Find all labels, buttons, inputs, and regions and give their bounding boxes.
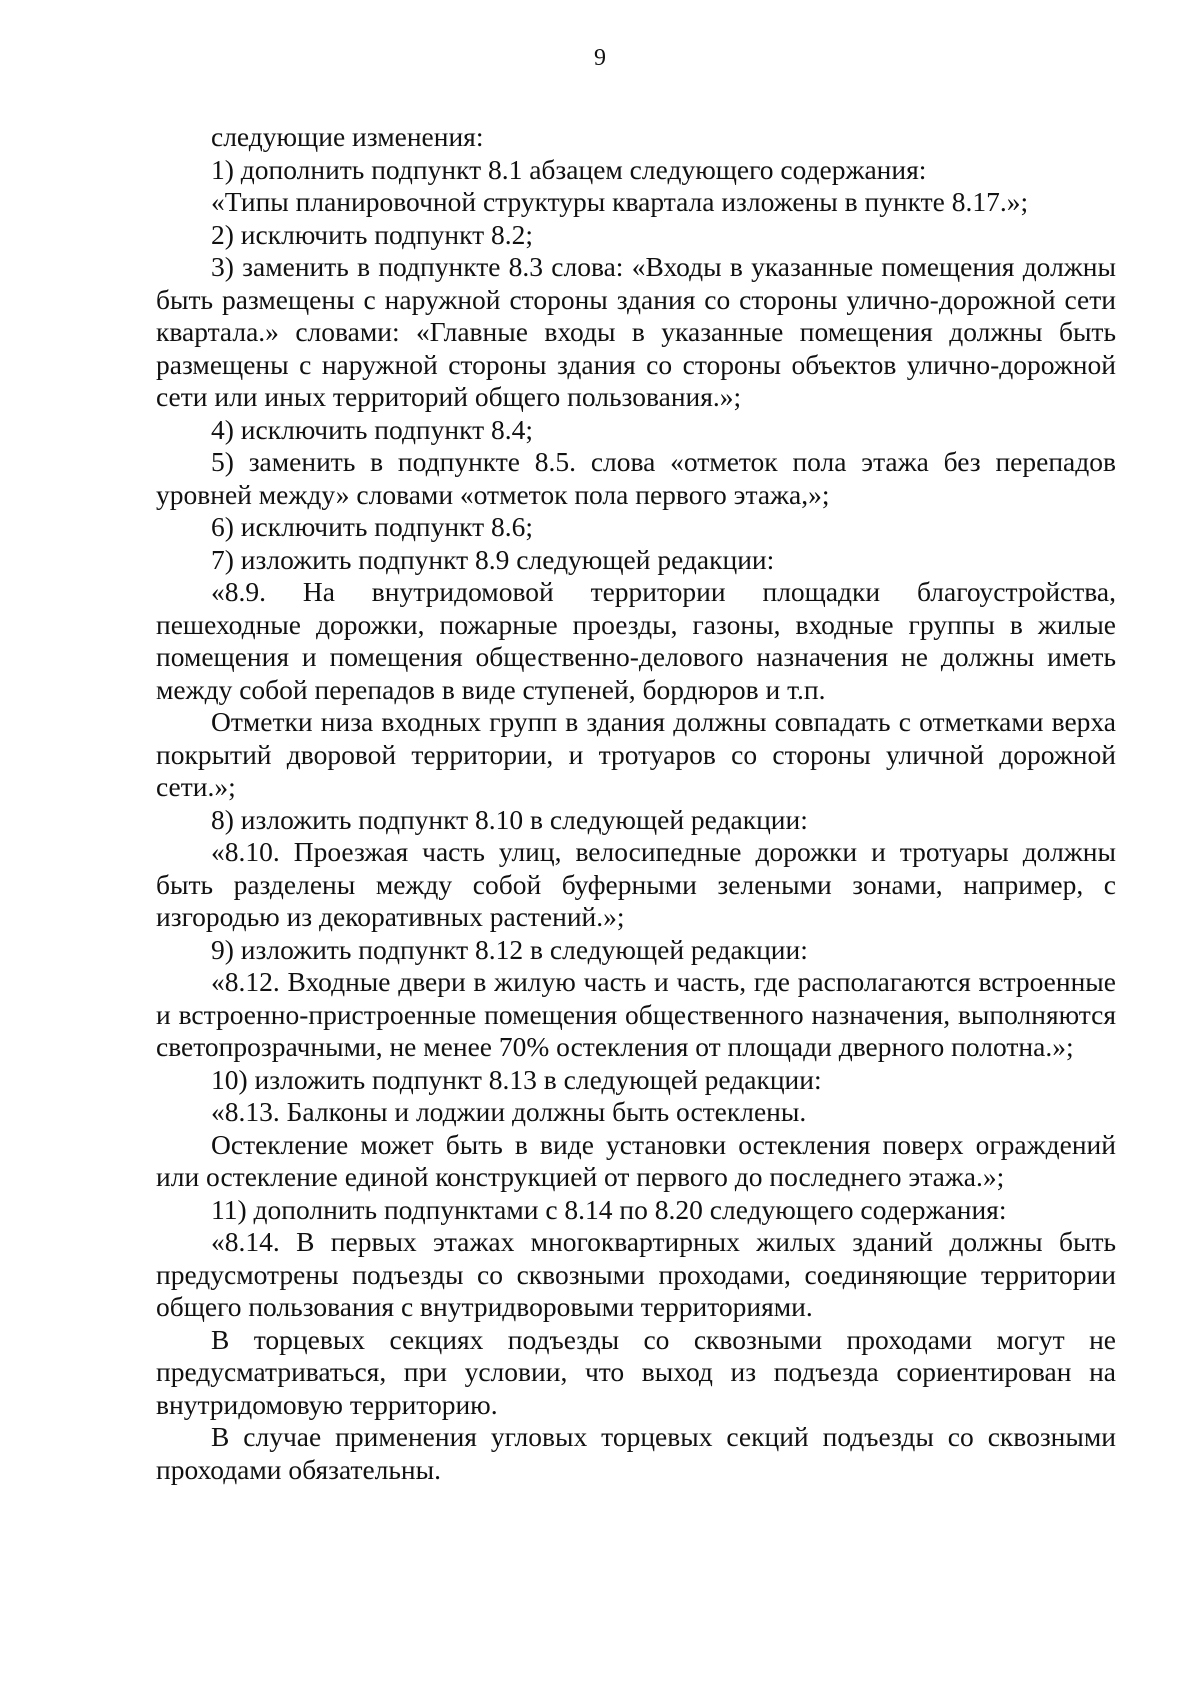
paragraph: 2) исключить подпункт 8.2; xyxy=(211,218,534,250)
paragraph: 5) заменить в подпункте 8.5. слова «отметок пола этажа без перепадов уровней между» словами «отметок пола первого этажа,»; xyxy=(156,446,1116,510)
paragraph: 9) изложить подпункт 8.12 в следующей редакции: xyxy=(211,933,808,965)
paragraph: следующие изменения: xyxy=(211,121,484,152)
paragraph: Остекление может быть в виде установки остекления поверх ограждений или остекление единой конструкцией от первого до последнего этажа.»; xyxy=(156,1128,1116,1192)
paragraph: В случае применения угловых торцевых секций подъезды со сквозными проходами обязательны. xyxy=(156,1421,1116,1485)
paragraph: «Типы планировочной структуры квартала изложены в пункте 8.17.»; xyxy=(211,186,1029,217)
paragraph: В торцевых секциях подъезды со сквозными проходами могут не предусматриваться, при условии, что выход из подъезда сориентирован на внутридомовую территорию. xyxy=(156,1323,1116,1420)
paragraph: «8.14. В первых этажах многоквартирных жилых зданий должны быть предусмотрены подъезды со сквозными проходами, соединяющие территории общего пользования с внутридворовыми территориями. xyxy=(156,1226,1116,1322)
paragraph: 1) дополнить подпункт 8.1 абзацем следующего содержания: xyxy=(211,153,927,185)
paragraph: «8.9. На внутридомовой территории площадки благоустройства, пешеходные дорожки, пожарные проезды, газоны, входные группы в жилые помещения и помещения общественно-делового назначения не должны иметь между собой перепадов в виде ступеней, бордюров и т.п. xyxy=(156,576,1116,705)
paragraph: «8.10. Проезжая часть улиц, велосипедные дорожки и тротуары должны быть разделены между собой буферными зелеными зонами, например, с изгородью из декоративных растений.»; xyxy=(156,836,1116,932)
paragraph: 3) заменить в подпункте 8.3 слова: «Входы в указанные помещения должны быть размещены с наружной стороны здания со стороны улично-дорожной сети квартала.» словами: «Главные входы в указанные помещения должны быть размещены с наружной стороны здания со стороны объектов улично-дорожной сети или иных территорий общего пользования.»; xyxy=(156,251,1116,412)
paragraph: 4) исключить подпункт 8.4; xyxy=(211,413,534,445)
paragraph: 7) изложить подпункт 8.9 следующей редакции: xyxy=(211,543,775,575)
paragraph: «8.13. Балконы и лоджии должны быть остеклены. xyxy=(211,1096,807,1127)
paragraph: «8.12. Входные двери в жилую часть и часть, где располагаются встроенные и встроенно-пристроенные помещения общественного назначения, выполняются светопрозрачными, не менее 70% остекления от площади дверного полотна.»; xyxy=(156,966,1116,1062)
page-number: 9 xyxy=(594,45,606,71)
paragraph: 11) дополнить подпунктами с 8.14 по 8.20 следующего содержания: xyxy=(211,1193,1007,1225)
document-body xyxy=(156,121,1116,1486)
paragraph: 6) исключить подпункт 8.6; xyxy=(211,511,534,542)
paragraph: Отметки низа входных групп в здания должны совпадать с отметками верха покрытий дворовой территории, и тротуаров со стороны уличной дорожной сети.»; xyxy=(156,706,1116,802)
paragraph: 8) изложить подпункт 8.10 в следующей редакции: xyxy=(211,803,808,835)
paragraph: 10) изложить подпункт 8.13 в следующей редакции: xyxy=(211,1063,822,1095)
